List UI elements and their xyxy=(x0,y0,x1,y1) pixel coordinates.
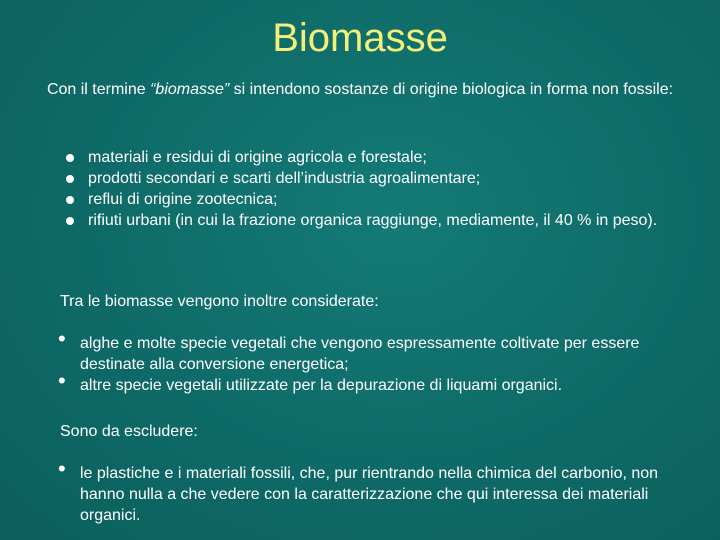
list-item xyxy=(62,147,692,168)
slide-title: Biomasse xyxy=(272,16,448,60)
list-item xyxy=(58,326,698,375)
intro-text-after: si intendono sostanze di origine biologica in forma non fossile: xyxy=(229,81,674,98)
bullet-icon xyxy=(66,175,74,183)
list-item-text: materiali e residui di origine agricola e forestale; xyxy=(88,149,427,166)
bullet-icon xyxy=(66,154,74,162)
list-item xyxy=(58,456,698,526)
list-item-text: le plastiche e i materiali fossili, che, pur rientrando nella chimica del carbonio, non hanno nulla a che vedere con la caratterizzazione che qui interessa dei materiali organici. xyxy=(80,465,659,524)
bullet-icon: • xyxy=(58,326,66,351)
list-item-text: altre specie vegetali utilizzate per la depurazione di liquami organici. xyxy=(80,377,563,394)
bullet-icon: • xyxy=(58,456,66,481)
considered-list xyxy=(58,326,698,396)
origin-list xyxy=(62,147,692,231)
list-item-text: alghe e molte specie vegetali che vengono espressamente coltivate per essere destinate alla conversione energetica; xyxy=(80,335,640,373)
excluded-list xyxy=(58,456,698,526)
bullet-icon: • xyxy=(58,368,66,393)
bullet-icon xyxy=(66,196,74,204)
intro-term: “biomasse” xyxy=(150,81,230,98)
list-item xyxy=(58,368,698,396)
list-item xyxy=(62,189,692,210)
list-item-text: reflui di origine zootecnica; xyxy=(88,191,278,208)
intro-paragraph xyxy=(30,79,690,100)
intro-text-before: Con il termine xyxy=(46,81,151,98)
list-item-text: rifiuti urbani (in cui la frazione organica raggiunge, mediamente, il 40 % in peso). xyxy=(88,212,658,229)
list-item-text: prodotti secondari e scarti dell’industria agroalimentare; xyxy=(88,170,481,187)
list-item xyxy=(62,210,692,231)
excluded-heading: Sono da escludere: xyxy=(60,423,198,440)
considered-heading: Tra le biomasse vengono inoltre considerate: xyxy=(60,293,379,310)
list-item xyxy=(62,168,692,189)
bullet-icon xyxy=(66,217,74,225)
